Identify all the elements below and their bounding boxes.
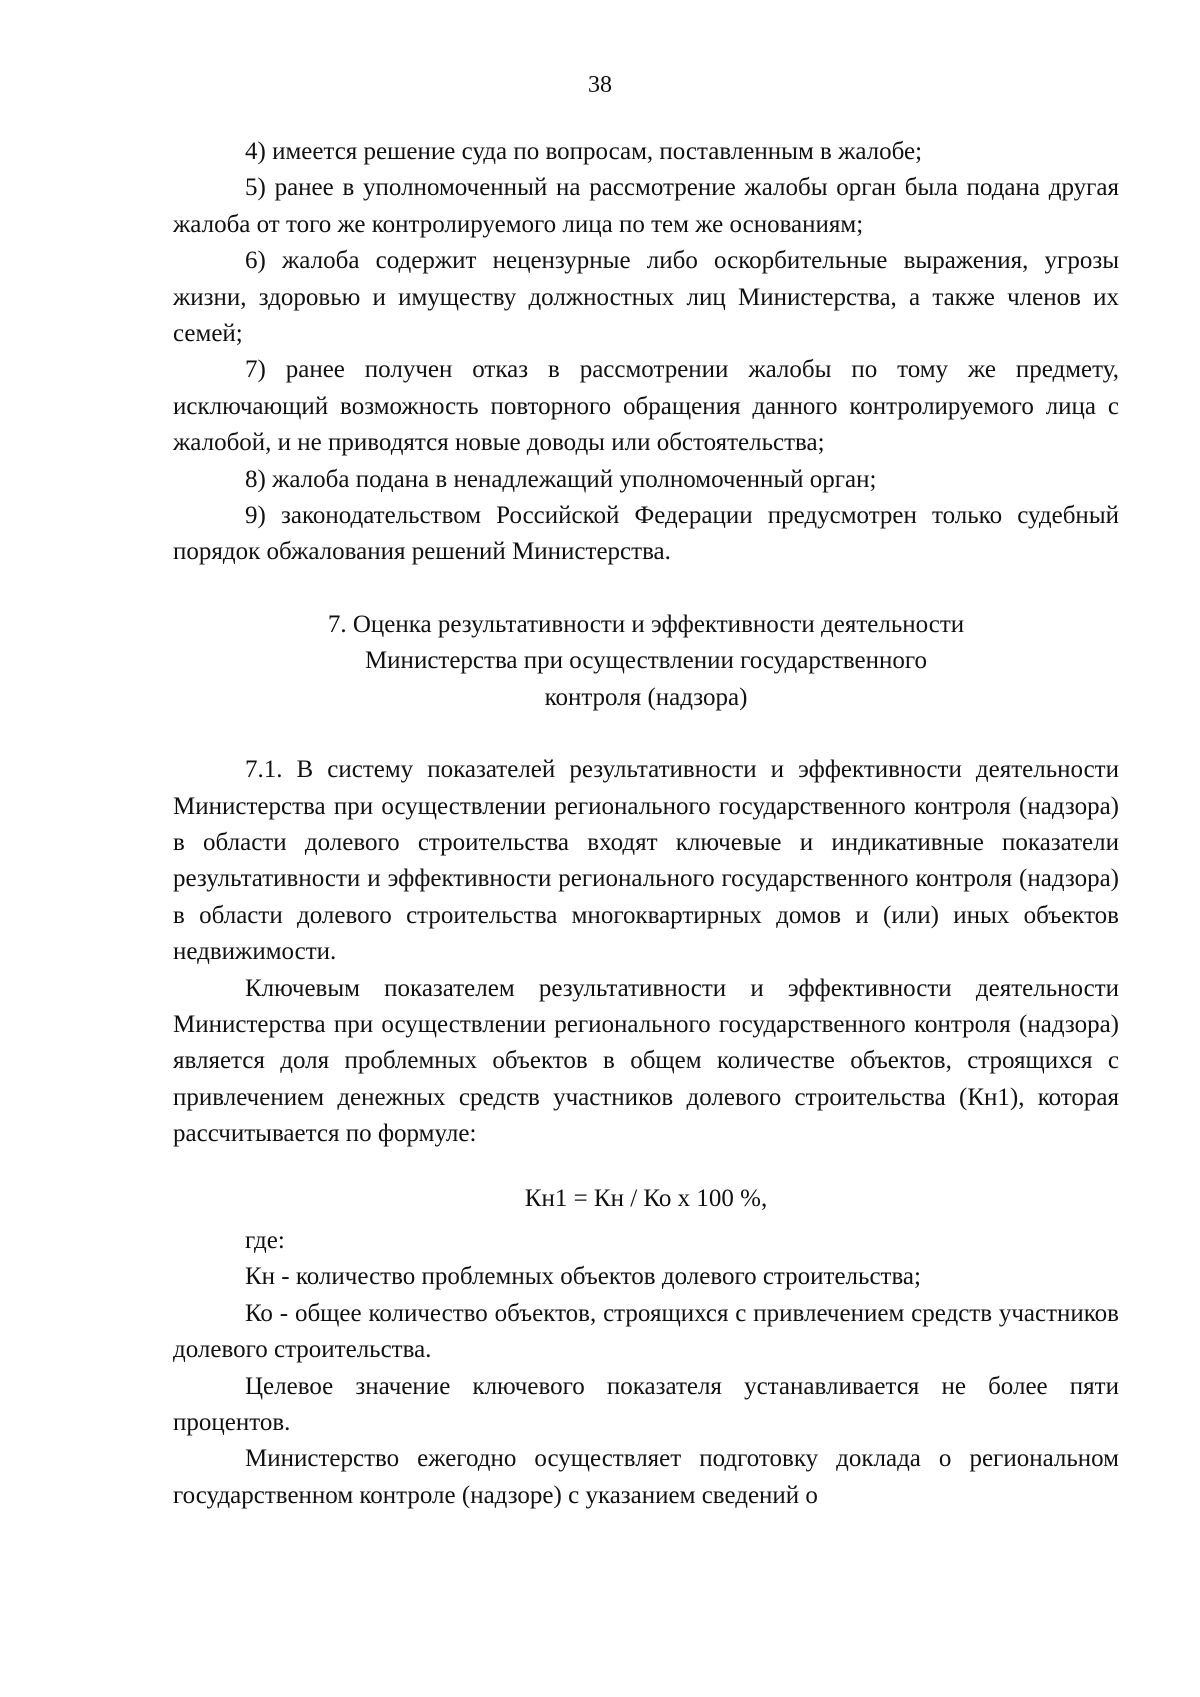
list-item: 9) законодательством Российской Федерации предусмотрен только судебный порядок обжалования решений Министерства. — [173, 502, 1119, 566]
section-heading-line: Министерства при осуществлении государственного — [364, 647, 928, 675]
section-heading — [173, 607, 1119, 716]
paragraph: Ко - общее количество объектов, строящихся с привлечением средств участников долевого строительства. — [173, 1299, 1119, 1364]
paragraph: 7.1. В систему показателей результативности и эффективности деятельности Министерства при осуществлении регионального государственного контроля (надзора) в области долевого строительства входят ключевые и индикативные показатели результативности и эффективности регионального государственного контроля (надзора) в области долевого строительства многоквартирных домов и (или) иных объектов недвижимости. — [173, 756, 1119, 966]
paragraph: Министерство ежегодно осуществляет подготовку доклада о региональном государственном контроле (надзоре) с указанием сведений о — [173, 1445, 1119, 1509]
list-item: 6) жалоба содержит нецензурные либо оскорбительные выражения, угрозы жизни, здоровью и имуществу должностных лиц Министерства, а также членов их семей; — [173, 247, 1119, 348]
section-heading-line: 7. Оценка результативности и эффективности деятельности — [327, 610, 965, 638]
list-item: 5) ранее в уполномоченный на рассмотрение жалобы орган была подана другая жалоба от того же контролируемого лица по тем же основаниям; — [173, 174, 1119, 238]
list-item: 8) жалоба подана в ненадлежащий уполномоченный орган; — [245, 465, 877, 493]
document-body — [173, 134, 1119, 1514]
list-item: 7) ранее получен отказ в рассмотрении жалобы по тому же предмету, исключающий возможность повторного обращения данного контролируемого лица с жалобой, и не приводятся новые доводы или обстоятельства; — [173, 356, 1119, 457]
paragraph: Кн - количество проблемных объектов долевого строительства; — [245, 1263, 921, 1291]
page-number: 38 — [588, 72, 612, 98]
list-item: 4) имеется решение суда по вопросам, поставленным в жалобе; — [245, 138, 923, 165]
paragraph: Целевое значение ключевого показателя устанавливается не более пяти процентов. — [173, 1372, 1119, 1436]
paragraph: где: — [245, 1226, 285, 1254]
formula: Кн1 = Кн / Ко х 100 %, — [524, 1184, 768, 1212]
paragraph: Ключевым показателем результативности и эффективности деятельности Министерства при осуществлении регионального государственного контроля (надзора) является доля проблемных объектов в общем количестве объектов, строящихся с привлечением денежных средств участников долевого строительства (Кн1), которая рассчитывается по формуле: — [173, 974, 1119, 1148]
section-heading-line: контроля (надзора) — [544, 683, 748, 711]
